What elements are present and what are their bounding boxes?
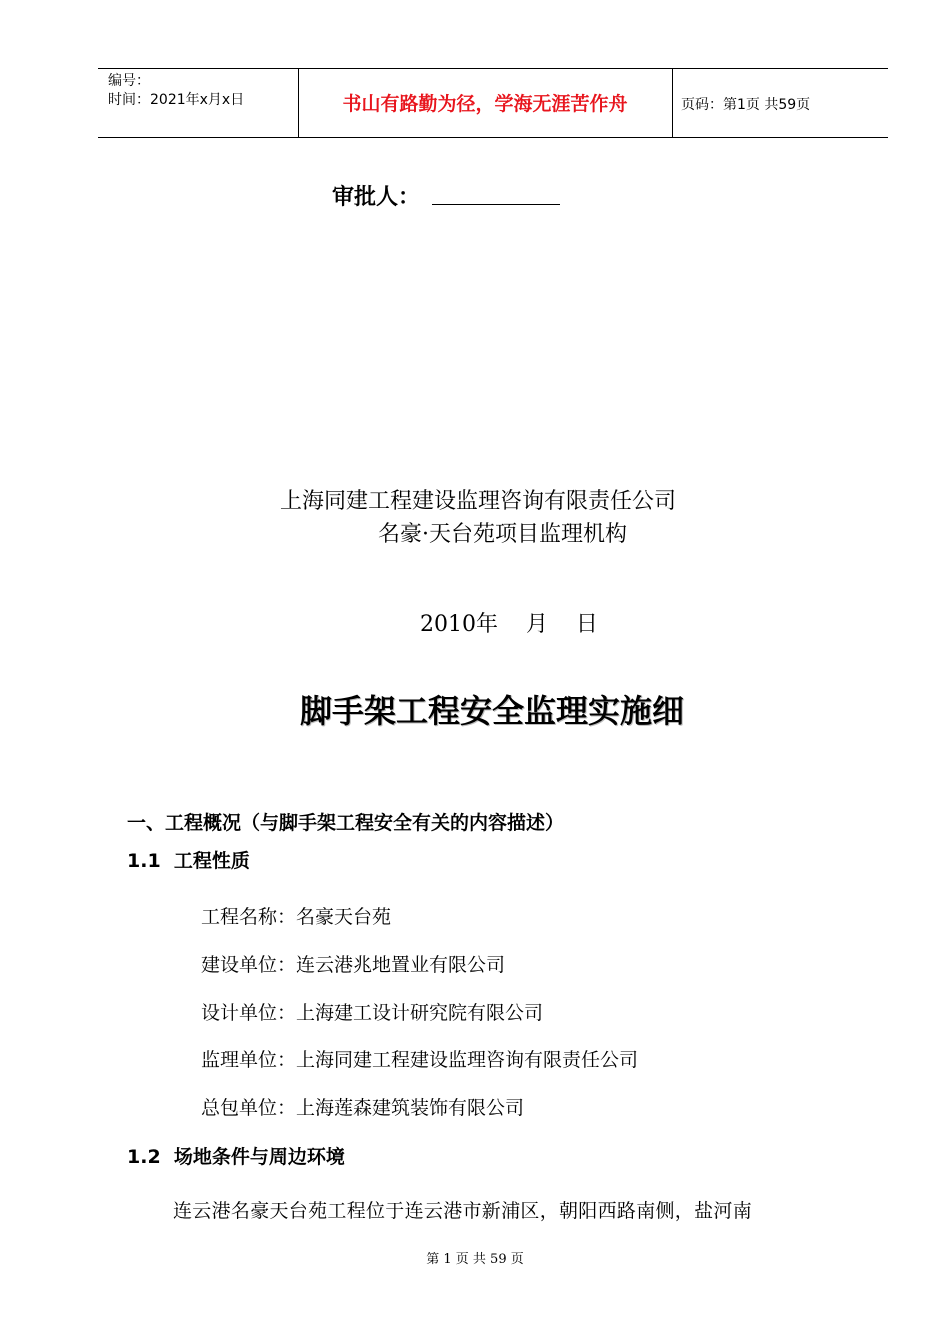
header-table: [98, 68, 888, 138]
info-line: 设计单位：上海建工设计研究院有限公司: [201, 1002, 544, 1024]
time-label: 时间：2021年x月x日: [108, 92, 245, 108]
header-page-info: 页码：第1页 共59页: [681, 97, 811, 113]
subsection-heading: 1.2 场地条件与周边环境: [127, 1146, 345, 1168]
document-title: 脚手架工程安全监理实施细: [299, 692, 684, 730]
info-line: 监理单位：上海同建工程建设监理咨询有限责任公司: [201, 1049, 639, 1071]
page-footer: 第 1 页 共 59 页: [426, 1252, 524, 1267]
serial-label: 编号：: [108, 73, 150, 89]
company-name: 上海同建工程建设监理咨询有限责任公司: [280, 489, 677, 514]
header-meta: [108, 72, 244, 110]
info-line: 总包单位：上海莲森建筑装饰有限公司: [201, 1097, 525, 1119]
info-line: 建设单位：连云港兆地置业有限公司: [201, 954, 506, 976]
subsection-heading: 1.1 工程性质: [127, 850, 250, 872]
body-paragraph: 连云港名豪天台苑工程位于连云港市新浦区，朝阳西路南侧，盐河南: [173, 1200, 753, 1222]
section-heading: 一、工程概况（与脚手架工程安全有关的内容描述）: [127, 812, 565, 834]
header-motto: 书山有路勤为径，学海无涯苦作舟: [342, 93, 628, 115]
project-office-name: 名豪·天台苑项目监理机构: [378, 522, 627, 547]
approver-signature-line: [432, 204, 560, 205]
header-divider: [672, 69, 673, 137]
approver-label: 审批人：: [332, 185, 421, 210]
info-line: 工程名称：名豪天台苑: [201, 906, 392, 928]
document-date: 2010年 月 日: [420, 612, 598, 637]
